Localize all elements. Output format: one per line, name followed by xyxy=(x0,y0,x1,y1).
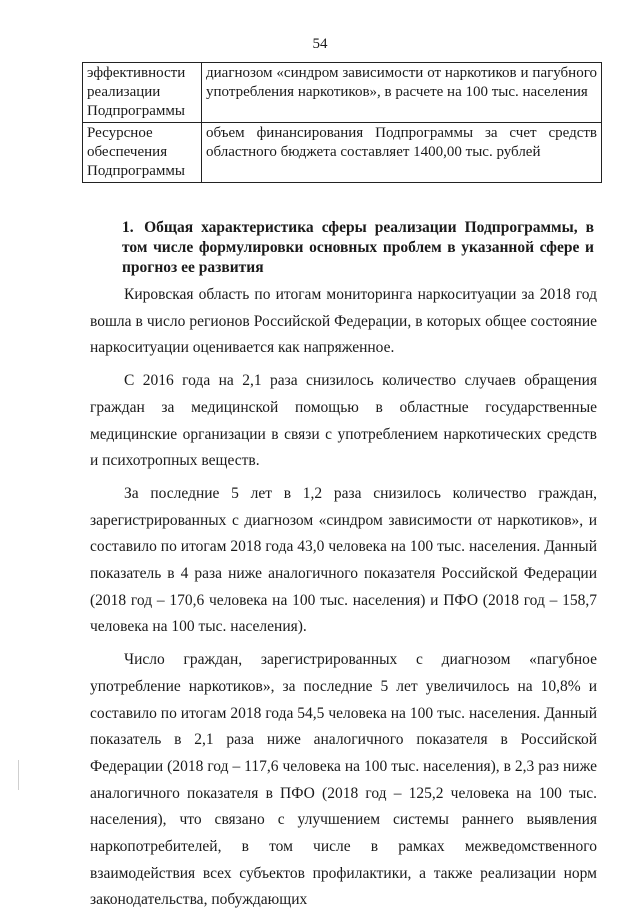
table-row xyxy=(83,63,602,123)
paragraph: Число граждан, зарегистрированных с диагнозом «пагубное употребление наркотиков», за последние 5 лет увеличилось на 10,8% и составило по итогам 2018 года 54,5 человека на 100 тыс. населения. Данный показатель в 2,1 раза ниже аналогичного показателя в Российской Федерации (2018 год – 117,6 человека на 100 тыс. населения), в 2,3 раз ниже аналогичного показателя в ПФО (2018 год – 125,2 человека на 100 тыс. населения), что связано с улучшением системы раннего выявления наркопотребителей, в том числе в рамках межведомственного взаимодействия всех субъектов профилактики, а также реализации норм законодательства, побуждающих xyxy=(90,651,597,909)
paragraph: За последние 5 лет в 1,2 раза снизилось количество граждан, зарегистрированных с диагнозом «синдром зависимости от наркотиков», и составило по итогам 2018 года 43,0 человека на 100 тыс. населения. Данный показатель в 4 раза ниже аналогичного показателя Российской Федерации (2018 год – 170,6 человека на 100 тыс. населения) и ПФО (2018 год – 158,7 человека на 100 тыс. населения). xyxy=(90,484,597,636)
subprogram-passport-table xyxy=(82,62,602,183)
table-row-value: диагнозом «синдром зависимости от наркотиков и пагубного употребления наркотиков», в расчете на 100 тыс. населения xyxy=(202,63,602,123)
section-heading xyxy=(122,218,594,278)
table-row-value: объем финансирования Подпрограммы за счет средств областного бюджета составляет 1400,00 тыс. рублей xyxy=(202,123,602,183)
section-title: Общая характеристика сферы реализации Подпрограммы, в том числе формулировки основных проблем в указанной сфере и прогноз ее развития xyxy=(122,219,595,276)
page-number: 54 xyxy=(312,36,328,52)
section-number: 1. xyxy=(122,219,134,236)
table-row xyxy=(83,123,602,183)
scan-margin-mark xyxy=(18,760,19,790)
table-row-label: эффективности реализации Подпрограммы xyxy=(83,63,202,123)
body-text xyxy=(90,282,597,914)
paragraph: Кировская область по итогам мониторинга наркоситуации за 2018 год вошла в число регионов Российской Федерации, в которых общее состояние наркоситуации оценивается как напряженное. xyxy=(90,286,597,357)
table-row-label: Ресурсное обеспечения Подпрограммы xyxy=(83,123,202,183)
paragraph: С 2016 года на 2,1 раза снизилось количество случаев обращения граждан за медицинской помощью в областные государственные медицинские организации в связи с употреблением наркотических средств и психотропных веществ. xyxy=(90,372,597,470)
